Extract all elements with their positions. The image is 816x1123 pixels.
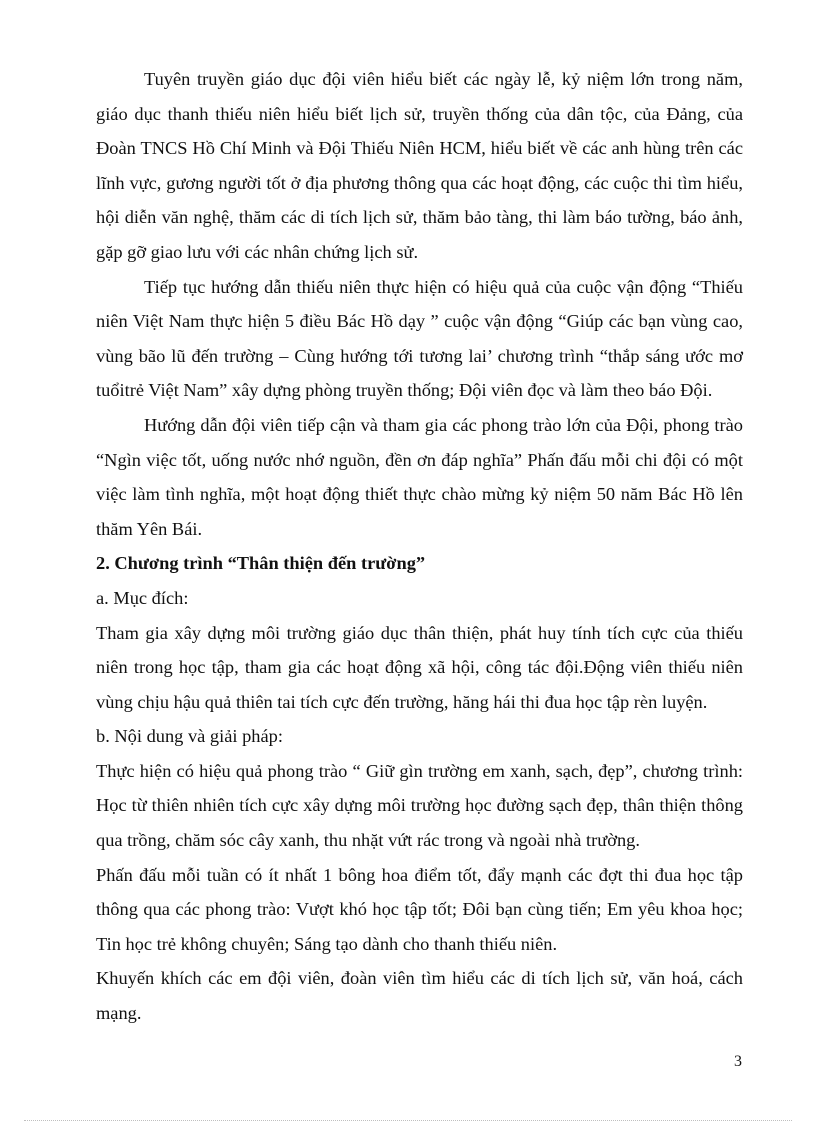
subsection-b-paragraph: Thực hiện có hiệu quả phong trào “ Giữ gìn trường em xanh, sạch, đẹp”, chương trình: Học từ thiên nhiên tích cực xây dựng môi trường học đường sạch đẹp, thân thiện thông qua trồng, chăm sóc cây xanh, thu nhặt vứt rác trong và ngoài nhà trường. xyxy=(96,760,743,851)
paragraph-campaigns: Tiếp tục hướng dẫn thiếu niên thực hiện có hiệu quả của cuộc vận động “Thiếu niên Việt Nam thực hiện 5 điều Bác Hồ dạy ” cuộc vận động “Giúp các bạn vùng cao, vùng bão lũ đến trường – Cùng hướng tới tương lai’ chương trình “thắp sáng ước mơ tuổitrẻ Việt Nam” xây dựng phòng truyền thống; Đội viên đọc và làm theo báo Đội. xyxy=(96,276,743,401)
subsection-b-paragraph: Phấn đấu mỗi tuần có ít nhất 1 bông hoa điểm tốt, đẩy mạnh các đợt thi đua học tập thông qua các phong trào: Vượt khó học tập tốt; Đôi bạn cùng tiến; Em yêu khoa học; Tin học trẻ không chuyên; Sáng tạo dành cho thanh thiếu niên. xyxy=(96,864,743,954)
page-number: 3 xyxy=(734,1053,742,1070)
document-page xyxy=(96,62,743,1031)
subsection-a-text: Tham gia xây dựng môi trường giáo dục thân thiện, phát huy tính tích cực của thiếu niên trong học tập, tham gia các hoạt động xã hội, công tác đội.Động viên thiếu niên vùng chịu hậu quả thiên tai tích cực đến trường, hăng hái thi đua học tập rèn luyện. xyxy=(96,622,743,712)
section-heading: 2. Chương trình “Thân thiện đến trường” xyxy=(96,553,426,574)
paragraph-movements: Hướng dẫn đội viên tiếp cận và tham gia các phong trào lớn của Đội, phong trào “Ngìn việc tốt, uống nước nhớ nguồn, đền ơn đáp nghĩa” Phấn đấu mỗi chi đội có một việc làm tình nghĩa, một hoạt động thiết thực chào mừng kỷ niệm 50 năm Bác Hồ lên thăm Yên Bái. xyxy=(96,414,743,539)
subsection-a-title: a. Mục đích: xyxy=(96,587,189,608)
subsection-b-title: b. Nội dung và giải pháp: xyxy=(96,726,283,747)
subsection-b-paragraph: Khuyến khích các em đội viên, đoàn viên tìm hiểu các di tích lịch sử, văn hoá, cách mạng. xyxy=(96,968,743,1024)
paragraph-propaganda: Tuyên truyền giáo dục đội viên hiểu biết các ngày lễ, kỷ niệm lớn trong năm, giáo dục thanh thiếu niên hiểu biết lịch sử, truyền thống của dân tộc, của Đảng, của Đoàn TNCS Hồ Chí Minh và Đội Thiếu Niên HCM, hiểu biết về các anh hùng trên các lĩnh vực, gương người tốt ở địa phương thông qua các hoạt động, các cuộc thi tìm hiểu, hội diễn văn nghệ, thăm các di tích lịch sử, thăm bảo tàng, thi làm báo tường, báo ảnh, gặp gỡ giao lưu với các nhân chứng lịch sử. xyxy=(96,69,743,262)
page-bottom-divider xyxy=(24,1120,792,1121)
